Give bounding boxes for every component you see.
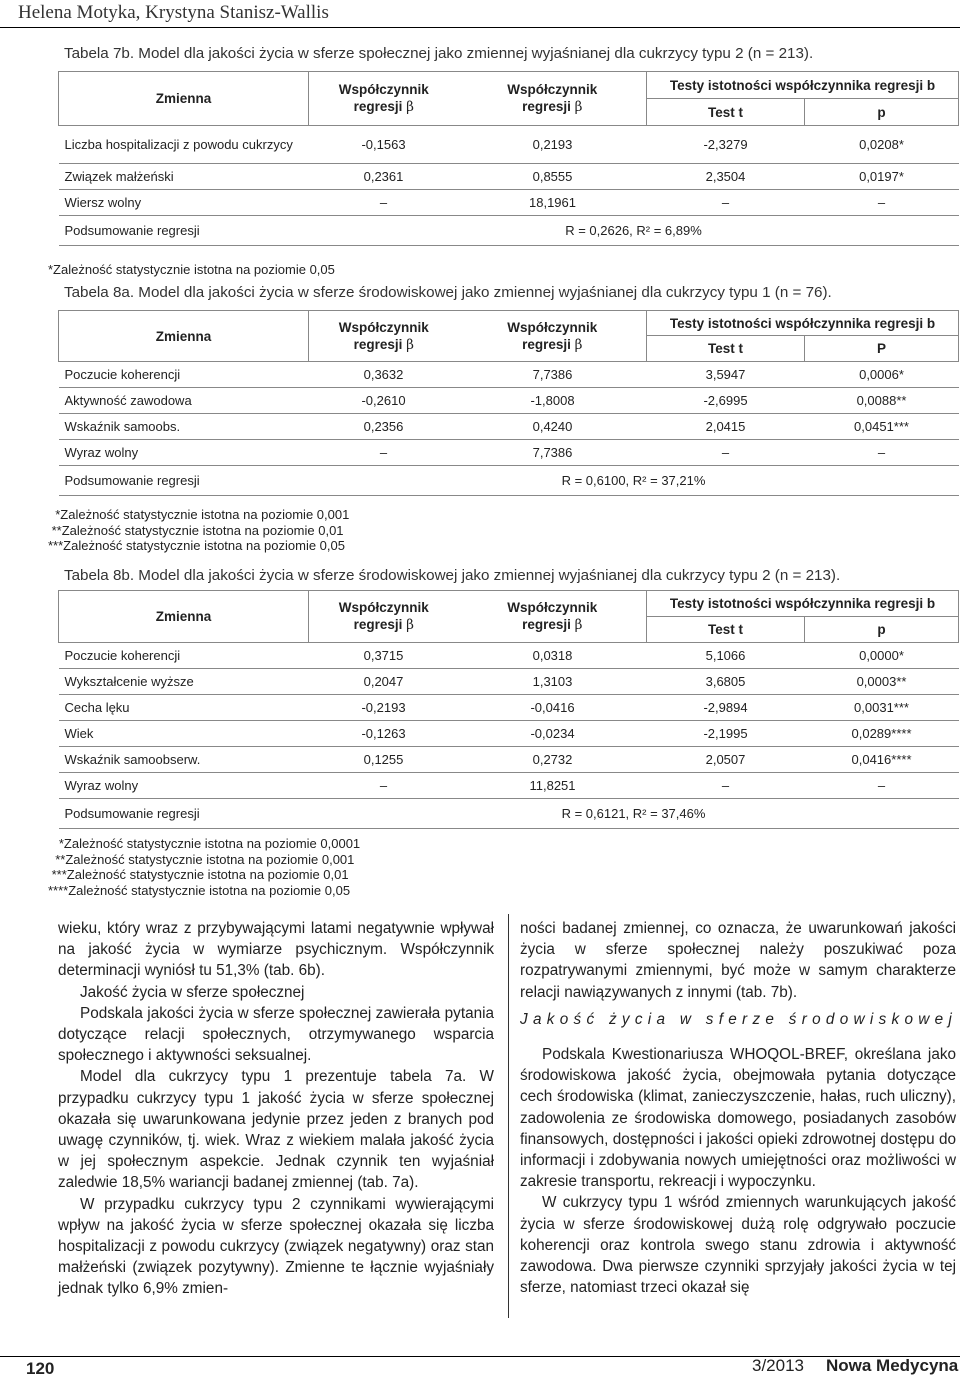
table-7b-caption: Tabela 7b. Model dla jakości życia w sferze społecznej jako zmiennej wyjaśnianej dla cukrzycy typu 2 (n = 213). <box>64 45 814 62</box>
cell-summary-label: Podsumowanie regresji <box>59 799 309 829</box>
cell-coef-b: -0,1263 <box>309 721 459 747</box>
cell-variable: Aktywność zawodowa <box>59 388 309 414</box>
table-row <box>59 721 959 747</box>
cell-coef-beta: -0,0234 <box>459 721 647 747</box>
cell-coef-b: 0,3715 <box>309 643 459 669</box>
cell-coef-beta: 7,7386 <box>459 440 647 466</box>
col-header-p: P <box>805 336 959 362</box>
cell-p-value: 0,0451*** <box>805 414 959 440</box>
cell-test-t: -2,9894 <box>647 695 805 721</box>
col-header-wsp-2: Współczynnik regresji β <box>459 591 647 643</box>
table-row <box>59 669 959 695</box>
table-row <box>59 643 959 669</box>
cell-variable: Wyraz wolny <box>59 440 309 466</box>
table-8b <box>58 590 959 829</box>
table-8b-notes: *Zależność statystycznie istotna na poziomie 0,0001 **Zależność statystycznie istotna na poziomie 0,001 ***Zależność statystycznie istotna na poziomie 0,01 ****Zależność statystycznie istotna na poziomie 0,05 <box>48 836 361 898</box>
table-row <box>59 773 959 799</box>
table-7b <box>58 71 959 246</box>
cell-p-value: 0,0197* <box>805 164 959 190</box>
journal-title: Nowa Medycyna <box>826 1356 959 1375</box>
cell-test-t: – <box>647 440 805 466</box>
cell-p-value: 0,0208* <box>805 126 959 164</box>
col-header-wsp-1: Współczynnik regresji β <box>309 72 459 126</box>
cell-summary-value: R = 0,6100, R² = 37,21% <box>309 466 959 496</box>
cell-variable: Cecha lęku <box>59 695 309 721</box>
cell-variable: Związek małżeński <box>59 164 309 190</box>
cell-coef-b: 0,2356 <box>309 414 459 440</box>
col-header-p: p <box>805 617 959 643</box>
cell-p-value: – <box>805 190 959 216</box>
paragraph: Podskala jakości życia w sferze społecznej zawierała pytania dotyczące relacji społecznych, otrzymywanego wsparcia społecznego i aktywności seksualnej. <box>58 1004 494 1065</box>
summary-row <box>59 216 959 246</box>
cell-test-t: 2,3504 <box>647 164 805 190</box>
cell-test-t: -2,3279 <box>647 126 805 164</box>
cell-test-t: 2,0507 <box>647 747 805 773</box>
summary-row <box>59 799 959 829</box>
col-header-test-t: Test t <box>647 336 805 362</box>
cell-test-t: -2,6995 <box>647 388 805 414</box>
cell-summary-value: R = 0,6121, R² = 37,46% <box>309 799 959 829</box>
header-rule <box>0 27 960 28</box>
table-row <box>59 695 959 721</box>
paragraph: wieku, który wraz z przybywającymi latami negatywnie wpływał na jakość życia w wymiarze psychicznym. Współczynnik determinacji wyniósł tu 51,3% (tab. 6b). <box>58 920 494 980</box>
cell-p-value: 0,0006* <box>805 362 959 388</box>
cell-test-t: 3,5947 <box>647 362 805 388</box>
summary-row <box>59 466 959 496</box>
cell-p-value: 0,0003** <box>805 669 959 695</box>
table-row <box>59 164 959 190</box>
cell-variable: Wskaźnik samoobserw. <box>59 747 309 773</box>
cell-test-t: – <box>647 773 805 799</box>
table-row <box>59 388 959 414</box>
page-number: 120 <box>26 1359 55 1378</box>
table-row <box>59 440 959 466</box>
cell-coef-b: -0,2610 <box>309 388 459 414</box>
section-subheading: Jakość życia w sferze społecznej <box>80 983 305 1001</box>
cell-coef-beta: 7,7386 <box>459 362 647 388</box>
cell-coef-b: – <box>309 440 459 466</box>
cell-variable: Poczucie koherencji <box>59 362 309 388</box>
paragraph: Model dla cukrzycy typu 1 prezentuje tabela 7a. W przypadku cukrzycy typu 1 jakość życia w sferze społecznej okazała się uwarunkowana jedynie przez jeden z branych pod uwagę czynników, tj. wiek. Wraz z wiekiem malała jakość życia w jej społecznym aspekcie. Jednak czynnik ten wyjaśniał zaledwie 18,5% wariancji badanej zmiennej (tab. 7a). <box>58 1068 494 1192</box>
cell-variable: Liczba hospitalizacji z powodu cukrzycy <box>59 126 309 164</box>
issue-number: 3/2013 <box>752 1356 804 1375</box>
cell-p-value: 0,0088** <box>805 388 959 414</box>
cell-p-value: – <box>805 440 959 466</box>
table-8a-notes: *Zależność statystycznie istotna na poziomie 0,001 **Zależność statystycznie istotna na poziomie 0,01 ***Zależność statystycznie istotna na poziomie 0,05 <box>48 507 350 553</box>
col-header-wsp-1: Współczynnik regresji β <box>309 311 459 362</box>
col-header-zmienna: Zmienna <box>59 591 309 643</box>
cell-coef-beta: -1,8008 <box>459 388 647 414</box>
cell-coef-b: – <box>309 773 459 799</box>
cell-coef-b: 0,3632 <box>309 362 459 388</box>
cell-test-t: 5,1066 <box>647 643 805 669</box>
cell-coef-b: -0,1563 <box>309 126 459 164</box>
cell-coef-beta: 1,3103 <box>459 669 647 695</box>
cell-test-t: – <box>647 190 805 216</box>
cell-coef-b: -0,2193 <box>309 695 459 721</box>
col-header-testy: Testy istotności współczynnika regresji b <box>647 591 959 617</box>
paragraph: Podskala Kwestionariusza WHOQOL-BREF, określana jako środowiskowa jakość życia, obejmowała pytania dotyczące cech środowiska (klimat, zanieczyszczenie, hałas, ruch uliczny), zadowolenia ze środowiska domowego, posiadanych zasobów finansowych, dostępności i jakości opieki zdrowotnej dostępu do informacji i zdobywania nowych umiejętności oraz możliwości w zakresie transportu, rekreacji i wypoczynku. <box>520 1046 956 1191</box>
table-8b-caption: Tabela 8b. Model dla jakości życia w sferze środowiskowej jako zmiennej wyjaśnianej dla cukrzycy typu 2 (n = 213). <box>64 567 841 584</box>
table-row <box>59 190 959 216</box>
cell-variable: Wskaźnik samoobs. <box>59 414 309 440</box>
cell-p-value: 0,0289**** <box>805 721 959 747</box>
table-7b-body <box>59 126 959 246</box>
cell-coef-b: – <box>309 190 459 216</box>
col-header-testy: Testy istotności współczynnika regresji b <box>647 311 959 336</box>
paragraph: W przypadku cukrzycy typu 2 czynnikami wywierającymi wpływ na jakość życia w sferze społecznej okazała się liczba hospitalizacji z powodu cukrzycy (związek negatywny) oraz stan małżeński (związek pozytywny). Zmienne te łącznie wyjaśniały jednak tylko 6,9% zmien- <box>58 1195 494 1298</box>
cell-test-t: 3,6805 <box>647 669 805 695</box>
cell-coef-beta: 0,4240 <box>459 414 647 440</box>
body-column-right <box>520 918 956 1298</box>
column-rule <box>508 914 509 1318</box>
col-header-test-t: Test t <box>647 99 805 126</box>
cell-variable: Wiersz wolny <box>59 190 309 216</box>
running-header-authors: Helena Motyka, Krystyna Stanisz-Wallis <box>18 2 329 23</box>
cell-coef-beta: 0,8555 <box>459 164 647 190</box>
cell-p-value: 0,0031*** <box>805 695 959 721</box>
table-8a-body <box>59 362 959 496</box>
table-row <box>59 362 959 388</box>
table-row <box>59 126 959 164</box>
table-8b-body <box>59 643 959 829</box>
table-row <box>59 747 959 773</box>
cell-summary-label: Podsumowanie regresji <box>59 216 309 246</box>
table-row <box>59 414 959 440</box>
cell-coef-beta: 11,8251 <box>459 773 647 799</box>
cell-test-t: -2,1995 <box>647 721 805 747</box>
footer-rule <box>0 1356 960 1357</box>
cell-p-value: – <box>805 773 959 799</box>
cell-p-value: 0,0416**** <box>805 747 959 773</box>
table-8a <box>58 310 959 496</box>
cell-coef-beta: 18,1961 <box>459 190 647 216</box>
cell-coef-b: 0,2047 <box>309 669 459 695</box>
cell-variable: Poczucie koherencji <box>59 643 309 669</box>
col-header-wsp-2: Współczynnik regresji β <box>459 311 647 362</box>
cell-variable: Wiek <box>59 721 309 747</box>
cell-test-t: 2,0415 <box>647 414 805 440</box>
cell-coef-b: 0,2361 <box>309 164 459 190</box>
col-header-test-t: Test t <box>647 617 805 643</box>
section-heading: Jakość życia w sferze środowiskowej <box>520 1010 958 1028</box>
col-header-zmienna: Zmienna <box>59 72 309 126</box>
paragraph: ności badanej zmiennej, co oznacza, że uwarunkowań jakości życia w sferze społecznej należy poszukiwać poza rozpatrywanymi zmiennymi, być może w samym charakterze relacji nawiązywanych z innymi (tab. 7b). <box>520 920 956 1001</box>
table-8a-caption: Tabela 8a. Model dla jakości życia w sferze środowiskowej jako zmiennej wyjaśnianej dla cukrzycy typu 1 (n = 76). <box>64 284 832 301</box>
cell-coef-beta: 0,0318 <box>459 643 647 669</box>
col-header-zmienna: Zmienna <box>59 311 309 362</box>
table-7b-notes: *Zależność statystycznie istotna na poziomie 0,05 <box>48 262 335 277</box>
cell-coef-b: 0,1255 <box>309 747 459 773</box>
cell-variable: Wykształcenie wyższe <box>59 669 309 695</box>
cell-summary-value: R = 0,2626, R² = 6,89% <box>309 216 959 246</box>
col-header-testy: Testy istotności współczynnika regresji b <box>647 72 959 99</box>
col-header-wsp-2: Współczynnik regresji β <box>459 72 647 126</box>
body-column-left <box>58 918 494 1300</box>
cell-coef-beta: -0,0416 <box>459 695 647 721</box>
col-header-p: p <box>805 99 959 126</box>
cell-summary-label: Podsumowanie regresji <box>59 466 309 496</box>
cell-p-value: 0,0000* <box>805 643 959 669</box>
col-header-wsp-1: Współczynnik regresji β <box>309 591 459 643</box>
cell-coef-beta: 0,2193 <box>459 126 647 164</box>
cell-coef-beta: 0,2732 <box>459 747 647 773</box>
cell-variable: Wyraz wolny <box>59 773 309 799</box>
paragraph: W cukrzycy typu 1 wśród zmiennych warunkujących jakość życia w sferze środowiskowej dużą rolę odgrywało poczucie koherencji oraz kontrola swego stanu zdrowia i aktywność zawodowa. Dwa pierwsze czynniki sprzyjały jakości życia w tej sferze, natomiast trzeci okazał się <box>520 1194 956 1297</box>
